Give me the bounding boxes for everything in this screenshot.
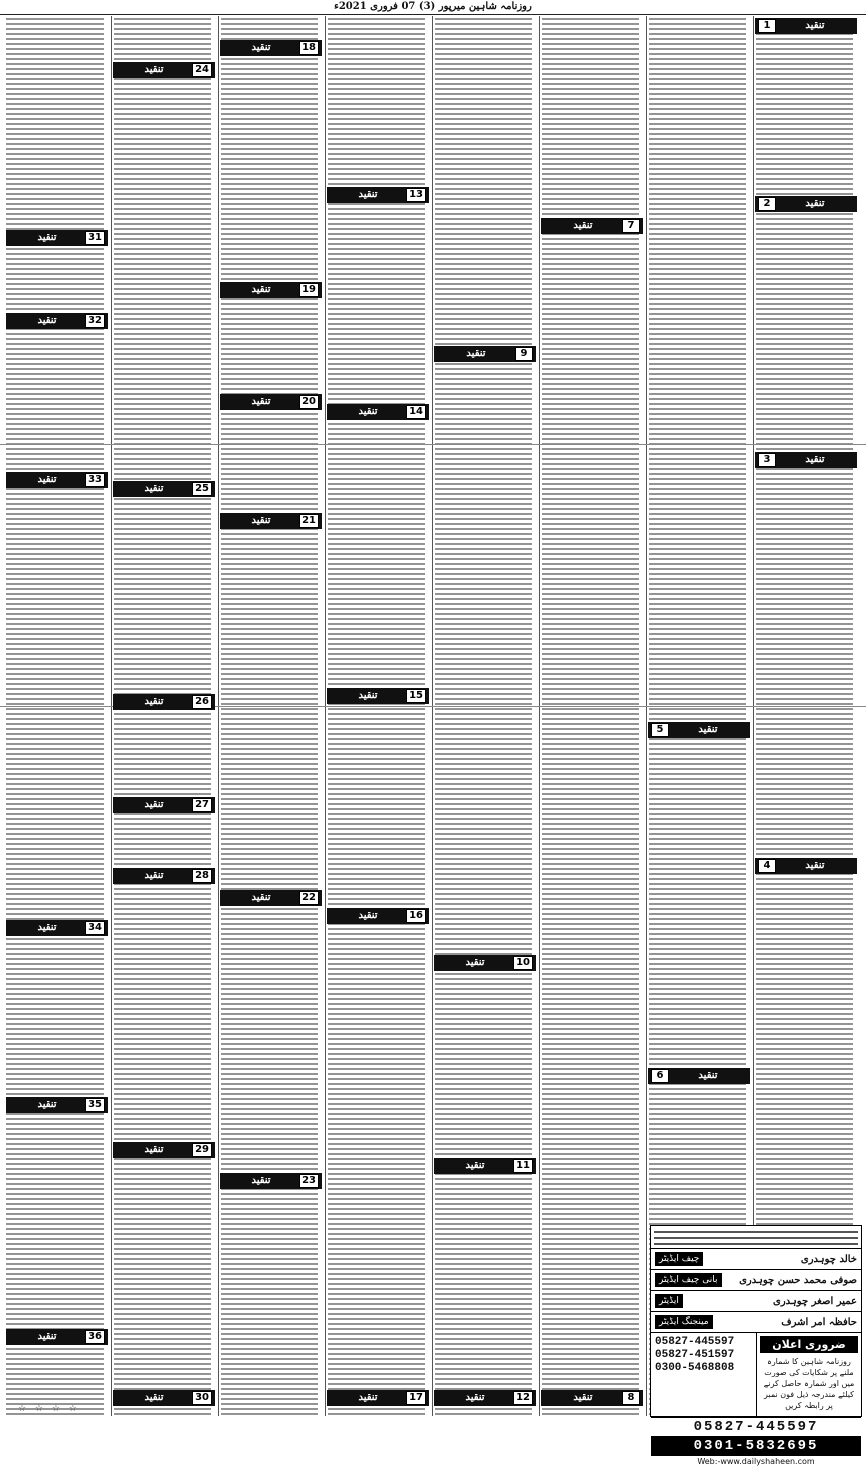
article-header-label: تنقید — [251, 1175, 271, 1186]
phone-list — [651, 1333, 757, 1417]
article-number: 32 — [85, 314, 105, 328]
article-number: 7 — [622, 219, 640, 233]
article-number: 19 — [299, 283, 319, 297]
chief-editor-row — [651, 1249, 861, 1270]
article-header-label: تنقید — [37, 315, 57, 326]
chief-editor-name: خالد چوہدری — [800, 1253, 857, 1265]
article-number: 36 — [85, 1330, 105, 1344]
masthead: روزنامہ شاہین میرپور (3) 07 فروری 2021ء — [0, 0, 866, 15]
article-header-36 — [6, 1329, 108, 1345]
column-4 — [325, 16, 427, 1416]
article-header-label: تنقید — [144, 483, 164, 494]
column-2 — [111, 16, 213, 1416]
masthead-info-box — [650, 1225, 862, 1466]
article-header-label: تنقید — [37, 474, 57, 485]
fold-line-1 — [0, 444, 866, 445]
article-header-label: تنقید — [465, 957, 485, 968]
article-header-label: تنقید — [698, 1070, 718, 1081]
article-header-label: تنقید — [805, 454, 825, 465]
article-header-13 — [327, 187, 429, 203]
managing-editor-row — [651, 1312, 861, 1333]
article-header-33 — [6, 472, 108, 488]
article-number: 18 — [299, 41, 319, 55]
article-header-15 — [327, 688, 429, 704]
article-header-label: تنقید — [144, 1392, 164, 1403]
article-number: 10 — [513, 956, 533, 970]
article-header-31 — [6, 230, 108, 246]
article-header-label: تنقید — [251, 42, 271, 53]
article-number: 4 — [758, 859, 776, 873]
article-header-label: تنقید — [465, 1392, 485, 1403]
article-header-17 — [327, 1390, 429, 1406]
article-header-11 — [434, 1158, 536, 1174]
article-header-label: تنقید — [251, 396, 271, 407]
notice — [757, 1333, 861, 1417]
article-header-label: تنقید — [358, 910, 378, 921]
article-number: 34 — [85, 921, 105, 935]
article-number: 31 — [85, 231, 105, 245]
article-header-label: تنقید — [251, 892, 271, 903]
article-header-12 — [434, 1390, 536, 1406]
article-header-2 — [755, 196, 857, 212]
article-header-label: تنقید — [144, 799, 164, 810]
article-header-label: تنقید — [573, 220, 593, 231]
managing-editor-name: حافظہ امر اشرف — [781, 1316, 857, 1328]
article-number: 23 — [299, 1174, 319, 1188]
article-number: 3 — [758, 453, 776, 467]
chief-editor-label: چیف ایڈیٹر — [655, 1252, 703, 1266]
article-header-label: تنقید — [144, 696, 164, 707]
article-number: 16 — [406, 909, 426, 923]
column-8 — [753, 16, 855, 1416]
article-number: 12 — [513, 1391, 533, 1405]
column-3 — [218, 16, 320, 1416]
editor-label: ایڈیٹر — [655, 1294, 683, 1308]
article-header-19 — [220, 282, 322, 298]
notice-text: روزنامہ شاہین کا شمارہ ملنے پر شکایات کی صورت میں اور شمارہ حاصل کرنے کیلئے مندرجہ ذیل فون نمبر پر رابطہ کریں — [763, 1357, 855, 1410]
column-7 — [646, 16, 748, 1416]
article-number: 28 — [192, 869, 212, 883]
article-header-label: تنقید — [144, 1144, 164, 1155]
article-header-32 — [6, 313, 108, 329]
big-phone-1: 05827-445597 — [651, 1418, 861, 1437]
article-header-25 — [113, 481, 215, 497]
article-number: 1 — [758, 19, 776, 33]
article-header-label: تنقید — [37, 922, 57, 933]
article-number: 5 — [651, 723, 669, 737]
article-number: 8 — [622, 1391, 640, 1405]
article-header-label: تنقید — [358, 1392, 378, 1403]
contact-section — [651, 1333, 861, 1418]
article-number: 30 — [192, 1391, 212, 1405]
founder-name: صوفی محمد حسن چوہدری — [739, 1274, 857, 1286]
article-number: 9 — [515, 347, 533, 361]
phone-1: 05827-445597 — [655, 1336, 735, 1348]
article-number: 24 — [192, 63, 212, 77]
article-number: 14 — [406, 405, 426, 419]
editor-row — [651, 1291, 861, 1312]
article-header-29 — [113, 1142, 215, 1158]
managing-editor-label: مینجنگ ایڈیٹر — [655, 1315, 713, 1329]
article-header-27 — [113, 797, 215, 813]
footer-stars: ☆ ☆ ☆ ☆ — [18, 1404, 80, 1414]
article-header-35 — [6, 1097, 108, 1113]
article-header-label: تنقید — [37, 232, 57, 243]
article-number: 2 — [758, 197, 776, 211]
article-header-label: تنقید — [144, 870, 164, 881]
article-number: 13 — [406, 188, 426, 202]
column-1 — [4, 16, 106, 1416]
article-header-30 — [113, 1390, 215, 1406]
article-header-21 — [220, 513, 322, 529]
big-phone-2: 0301-5832695 — [651, 1437, 861, 1456]
article-header-4 — [755, 858, 857, 874]
article-header-label: تنقید — [698, 724, 718, 735]
article-header-label: تنقید — [466, 348, 486, 359]
founder-row — [651, 1270, 861, 1291]
article-number: 6 — [651, 1069, 669, 1083]
article-header-5 — [648, 722, 750, 738]
article-number: 35 — [85, 1098, 105, 1112]
editor-name: عمیر اصغر چوہدری — [773, 1295, 857, 1307]
article-number: 20 — [299, 395, 319, 409]
article-header-label: تنقید — [358, 690, 378, 701]
column-5 — [432, 16, 534, 1416]
article-number: 29 — [192, 1143, 212, 1157]
article-header-18 — [220, 40, 322, 56]
article-header-label: تنقید — [251, 284, 271, 295]
article-header-label: تنقید — [251, 515, 271, 526]
article-header-label: تنقید — [465, 1160, 485, 1171]
article-header-3 — [755, 452, 857, 468]
article-header-22 — [220, 890, 322, 906]
article-header-label: تنقید — [144, 64, 164, 75]
article-number: 27 — [192, 798, 212, 812]
article-header-9 — [434, 346, 536, 362]
article-number: 15 — [406, 689, 426, 703]
article-header-label: تنقید — [573, 1392, 593, 1403]
article-header-28 — [113, 868, 215, 884]
article-header-10 — [434, 955, 536, 971]
article-number: 25 — [192, 482, 212, 496]
article-header-7 — [541, 218, 643, 234]
article-header-23 — [220, 1173, 322, 1189]
article-header-label: تنقید — [37, 1331, 57, 1342]
article-header-label: تنقید — [805, 860, 825, 871]
article-number: 17 — [406, 1391, 426, 1405]
article-header-label: تنقید — [358, 189, 378, 200]
info-strip — [651, 1226, 861, 1249]
article-header-34 — [6, 920, 108, 936]
article-header-16 — [327, 908, 429, 924]
article-header-label: تنقید — [805, 198, 825, 209]
article-number: 26 — [192, 695, 212, 709]
phone-3: 0300-5468808 — [655, 1362, 735, 1374]
article-header-label: تنقید — [37, 1099, 57, 1110]
article-header-14 — [327, 404, 429, 420]
article-header-24 — [113, 62, 215, 78]
article-number: 11 — [513, 1159, 533, 1173]
website: Web:-www.dailyshaheen.com — [697, 1457, 815, 1466]
article-header-1 — [755, 18, 857, 34]
article-number: 22 — [299, 891, 319, 905]
notice-title: ضروری اعلان — [760, 1336, 858, 1353]
article-header-20 — [220, 394, 322, 410]
article-header-26 — [113, 694, 215, 710]
article-header-label: تنقید — [805, 20, 825, 31]
article-number: 33 — [85, 473, 105, 487]
phone-2: 05827-451597 — [655, 1349, 735, 1361]
article-header-8 — [541, 1390, 643, 1406]
article-header-label: تنقید — [358, 406, 378, 417]
article-header-6 — [648, 1068, 750, 1084]
founder-label: بانی چیف ایڈیٹر — [655, 1273, 722, 1287]
columns-grid — [4, 16, 862, 1416]
article-number: 21 — [299, 514, 319, 528]
